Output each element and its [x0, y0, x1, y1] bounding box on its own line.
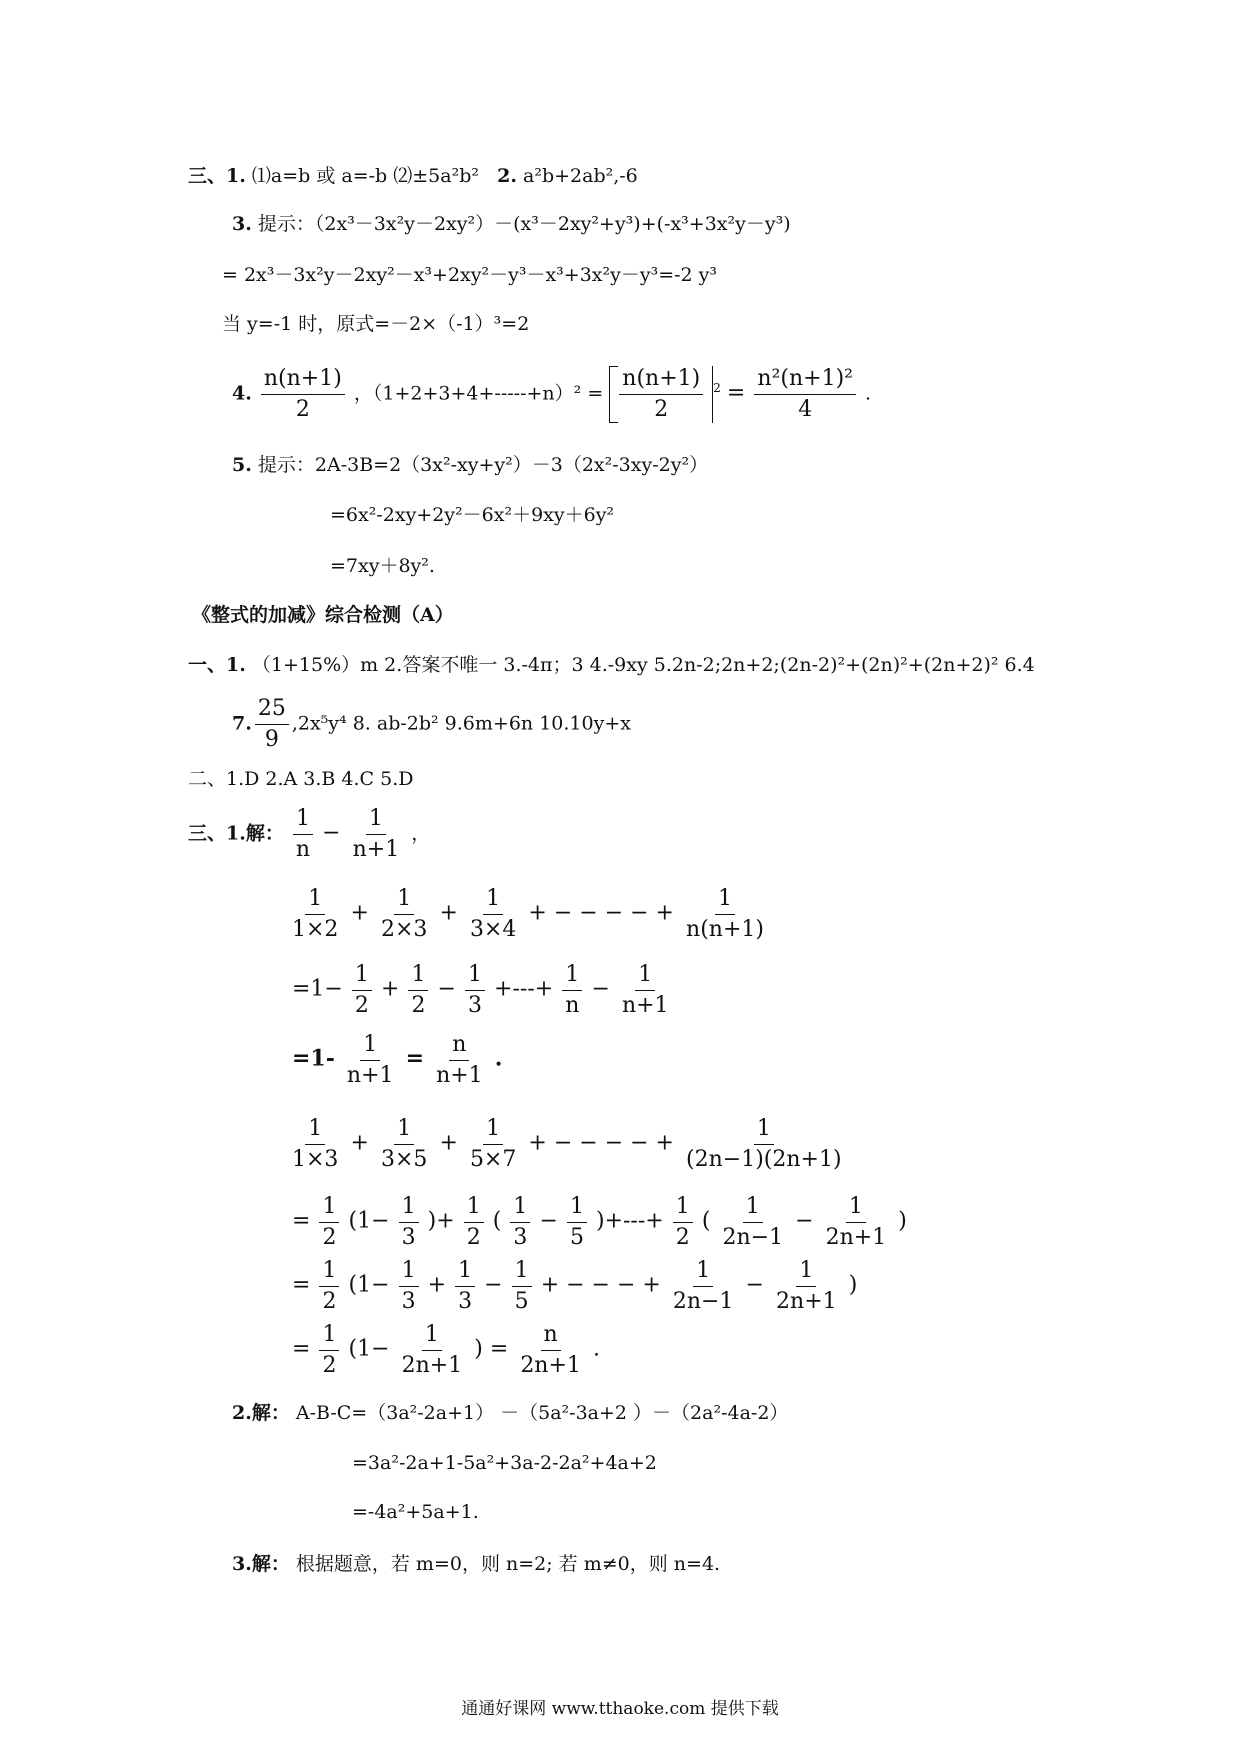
equals: = [292, 1336, 311, 1362]
answer-text: （1+15%）m 2.答案不唯一 3.-4π；3 4.-9xy 5.2n-2;2n+2;(2n-2)²+(2n)²+(2n+2)² 6.4 [251, 654, 1035, 676]
item-number: 3.解： [232, 1553, 290, 1575]
answer-line-s3-q5 [232, 452, 708, 478]
answer-line-p3-g [292, 1258, 857, 1315]
fraction: $\frac{n}{2n+1}$ [520, 1322, 581, 1378]
fraction: $\frac{1}{3}$ [399, 1258, 419, 1315]
operator: − [484, 1272, 503, 1298]
equals: = [405, 1045, 425, 1072]
answer-line: =-4a²+5a+1. [352, 1501, 479, 1523]
operator: + [439, 1130, 458, 1156]
operator: + [427, 1272, 447, 1298]
answer-line: =7xy＋8y². [330, 555, 435, 577]
fraction: $\frac{1}{3}$ [399, 1194, 419, 1251]
fraction: $\frac{1}{3\times 5}$ [380, 1116, 428, 1172]
answer-text: ，（1+2+3+4+-----+n）² = [353, 382, 604, 405]
expr-text: )+---+ [595, 1208, 664, 1234]
answer-line: 当 y=-1 时，原式=－2×（-1）³=2 [222, 313, 530, 335]
fraction: $\frac{1}{2\times 3}$ [380, 886, 428, 942]
fraction: $\frac{1}{5\times 7}$ [469, 1116, 517, 1172]
item-number: 2. [497, 165, 517, 187]
fraction: $\frac{1}{2n+1}$ [825, 1194, 887, 1250]
fraction: $\frac{1}{2}$ [352, 962, 372, 1019]
answer-text: a²b+2ab²,-6 [523, 165, 638, 187]
punct: ， [411, 822, 431, 845]
fraction: $\frac{1}{2}$ [408, 962, 428, 1019]
answer-line-p3-c [292, 962, 675, 1019]
expr-text: ) = [474, 1336, 509, 1362]
fraction: $\frac{1}{2n+1}$ [776, 1258, 837, 1314]
fraction: $\frac{25}{9}$ [255, 696, 289, 753]
exponent: 2 [713, 381, 721, 396]
fraction: $\frac{n}{n+1}$ [436, 1032, 483, 1088]
operator: + [350, 1130, 369, 1156]
expr-text: ) [848, 1272, 858, 1298]
period: . [494, 1045, 503, 1072]
answer-text: 提示：2A-3B=2（3x²-xy+y²）－3（2x²-3xy-2y²） [257, 454, 709, 476]
fraction: $\frac{1}{2}$ [319, 1258, 339, 1315]
expr-text: (1− [348, 1208, 390, 1234]
answer-line-p2: 二、1.D 2.A 3.B 4.C 5.D [188, 768, 414, 790]
fraction: $\frac{1}{n}$ [293, 806, 313, 863]
expr-text: ( [701, 1208, 711, 1234]
fraction: $\frac{1}{2}$ [464, 1194, 484, 1251]
fraction: $\frac{1}{3}$ [510, 1194, 530, 1251]
answer-line-s3-q3 [232, 211, 791, 237]
fraction: $\frac{1}{2}$ [319, 1322, 339, 1379]
answer-text: 根据题意，若 m=0，则 n=2; 若 m≠0，则 n=4. [295, 1553, 721, 1575]
bracket-group [609, 366, 713, 423]
operator: + − − − − + [528, 1130, 674, 1156]
fraction: $\frac{1}{2}$ [673, 1194, 693, 1251]
fraction: $\frac{1}{1\times 2}$ [292, 886, 339, 942]
fraction: $\frac{1}{5}$ [567, 1194, 587, 1251]
page-footer: 通通好课网 www.tthaoke.com 提供下载 [461, 1699, 779, 1719]
fraction: $\frac{1}{2n-1}$ [672, 1258, 734, 1314]
fraction: $\frac{1}{3}$ [455, 1258, 475, 1315]
expr-text: ( [492, 1208, 502, 1234]
fraction: $\frac{1}{n+1}$ [346, 1032, 394, 1088]
expr-text: )+ [427, 1208, 455, 1234]
operator: − [745, 1272, 764, 1298]
fraction: $\frac{n(n+1)}{2}$ [619, 366, 703, 423]
equals: = [292, 1272, 311, 1298]
answer-line: =3a²-2a+1-5a²+3a-2-2a²+4a+2 [352, 1452, 657, 1474]
fraction: $\frac{1}{(2n-1)(2n+1)}$ [686, 1116, 842, 1172]
answer-line-s3-q4 [232, 366, 871, 423]
fraction: $\frac{1}{5}$ [512, 1258, 532, 1315]
item-number: 4. [232, 382, 252, 405]
answer-text: 提示：（2x³－3x²y－2xy²）－(x³－2xy²+y³)+(-x³+3x²y－y³) [257, 213, 791, 235]
expr-text: ) [898, 1208, 907, 1234]
answer-line-p3-h [292, 1322, 600, 1379]
operator: + − − − − + [528, 900, 674, 926]
fraction: $\frac{1}{n+1}$ [621, 962, 669, 1018]
fraction: $\frac{1}{1\times 3}$ [292, 1116, 339, 1172]
section-head: 三、1.解： [188, 822, 284, 845]
answer-line-p3-e [286, 1116, 848, 1173]
fraction: $\frac{1}{3}$ [465, 962, 485, 1019]
operator: − [539, 1208, 558, 1234]
operator: − [437, 976, 456, 1002]
fraction: $\frac{\text{n²(n+1)²}}{4}$ [754, 366, 856, 423]
fraction: $\frac{1}{n+1}$ [352, 806, 400, 862]
answer-line-s3-q1 [188, 163, 638, 189]
equals: = [726, 380, 746, 406]
item-number: 7. [232, 712, 252, 735]
answer-line: = 2x³－3x²y－2xy²－x³+2xy²－y³－x³+3x²y－y³=-2 y³ [222, 264, 718, 286]
answer-line-p3-q3 [232, 1551, 720, 1577]
operator: + [380, 976, 400, 1002]
answer-text: ⑴a=b 或 a=-b ⑵±5a²b² [251, 165, 479, 187]
item-number: 3. [232, 213, 252, 235]
period: . [865, 382, 872, 405]
answer-line-p1-l1 [188, 652, 1035, 678]
fraction: $\frac{1}{2}$ [319, 1194, 339, 1251]
answer-line-p3-f [292, 1194, 907, 1251]
answer-line-p3-a [188, 806, 430, 863]
expr-text: (1− [348, 1272, 390, 1298]
section-head: 三、1. [188, 165, 246, 187]
fraction: $\frac{1}{2n+1}$ [401, 1322, 463, 1378]
expr-text: =1− [292, 976, 343, 1002]
operator: − [591, 976, 610, 1002]
answer-text: A-B-C=（3a²-2a+1） －（5a²-3a+2 ）－（2a²-4a-2） [295, 1402, 789, 1424]
fraction: $\frac{1}{3\times 4}$ [469, 886, 517, 942]
answer-line-p3-b [286, 886, 770, 943]
operator: + [439, 900, 458, 926]
expr-text: (1− [348, 1336, 390, 1362]
operator: + [350, 900, 369, 926]
operator: +---+ [494, 976, 554, 1002]
section-title: 《整式的加减》综合检测（A） [192, 604, 454, 626]
fraction: $\frac{n(n+1)}{2}$ [261, 366, 345, 423]
answer-text: ,2x⁵y⁴ 8. ab-2b² 9.6m+6n 10.10y+x [291, 712, 631, 735]
item-number: 5. [232, 454, 252, 476]
section-head: 一、1. [188, 654, 246, 676]
answer-line-p1-l2 [232, 696, 631, 753]
fraction: $\frac{1}{n}$ [562, 962, 582, 1019]
operator: − [795, 1208, 814, 1234]
fraction: $\frac{1}{2n-1}$ [722, 1194, 784, 1250]
answer-line-p3-q2 [232, 1400, 788, 1426]
period: . [592, 1336, 600, 1362]
expr-text: =1- [292, 1045, 335, 1072]
operator: + − − − + [540, 1272, 661, 1298]
answer-line: =6x²-2xy+2y²－6x²＋9xy＋6y² [330, 504, 615, 526]
equals: = [292, 1208, 311, 1234]
operator: − [322, 820, 341, 846]
answer-line-p3-d [292, 1032, 502, 1089]
item-number: 2.解： [232, 1402, 290, 1424]
fraction: $\frac{1}{n(n+1)}$ [686, 886, 764, 942]
